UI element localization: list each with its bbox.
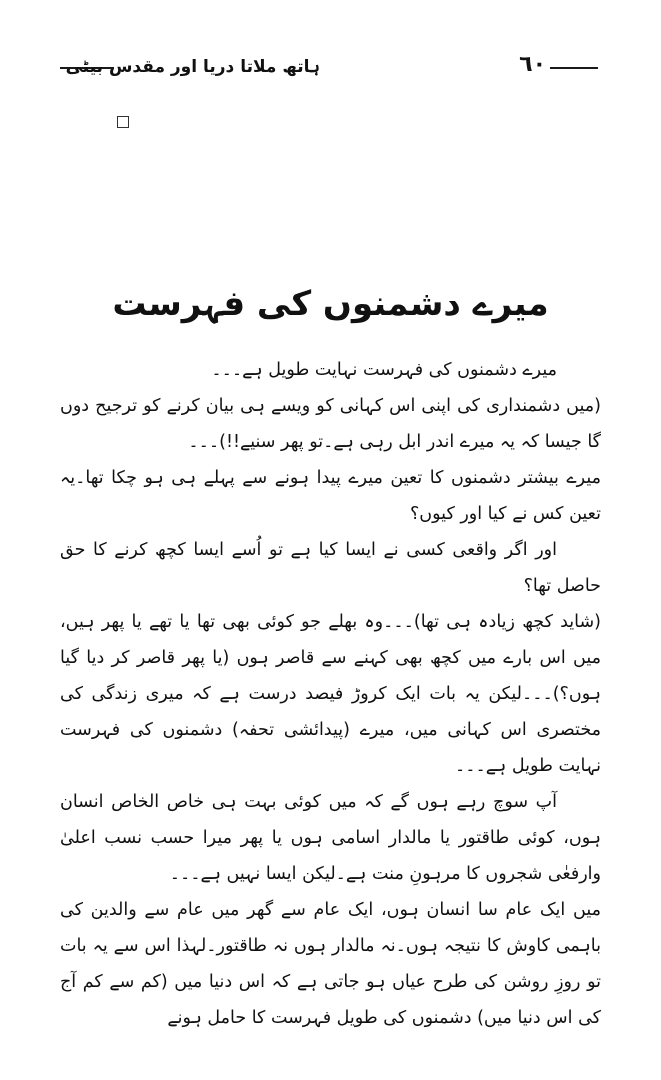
paragraph: (میں دشمنداری کی اپنی اس کہانی کو ویسے ہی بیان کرنے کو ترجیح دوں گا جیسا کہ یہ میرے اندر ابل رہی ہے۔تو پھر سنیے!!)۔۔۔ — [60, 396, 601, 452]
body-text — [60, 352, 601, 1028]
paragraph: اور اگر واقعی کسی نے ایسا کیا ہے تو اُسے ایسا کچھ کرنے کا حق حاصل تھا؟ — [60, 540, 601, 596]
page-number: ٦٠ — [519, 52, 546, 77]
chapter-title: میرے دشمنوں کی فہرست — [112, 284, 549, 324]
running-title: ہاتھ ملاتا دریا اور مقدس بیٹی — [65, 57, 320, 77]
header-rule-right — [550, 67, 598, 69]
checkbox-icon — [117, 116, 129, 128]
paragraph: آپ سوچ رہے ہوں گے کہ میں کوئی بہت ہی خاص الخاص انسان ہوں، کوئی طاقتور یا مالدار اسامی ہوں یا پھر میرا حسب نسب اعلیٰ وارفعٰی شجروں کا مرہونِ منت ہے۔لیکن ایسا نہیں ہے۔۔۔ — [60, 792, 601, 884]
paragraph: میرے بیشتر دشمنوں کا تعین میرے پیدا ہونے سے پہلے ہی ہو چکا تھا۔یہ تعین کس نے کیا اور کیوں؟ — [60, 468, 601, 524]
paragraph: میرے دشمنوں کی فہرست نہایت طویل ہے۔۔۔ — [211, 360, 557, 380]
paragraph: میں ایک عام سا انسان ہوں، ایک عام سے گھر میں عام سے والدین کی باہمی کاوش کا نتیجہ ہوں۔نہ مالدار ہوں نہ طاقتور۔لہذا اس سے یہ بات تو روزِ روشن کی طرح عیاں ہو جاتی ہے کہ اس دنیا میں (کم سے کم آج کی اس دنیا میں) دشمنوں کی طویل فہرست کا حامل ہونے — [60, 900, 601, 1028]
paragraph: (شاید کچھ زیادہ ہی تھا)۔۔۔وہ بھلے جو کوئی بھی تھا یا تھے یا پھر ہیں، میں اس بارے میں کچھ بھی کہنے سے قاصر ہوں (یا پھر قاصر کر دیا گیا ہوں؟)۔۔۔لیکن یہ بات ایک کروڑ فیصد درست ہے کہ میری زندگی کی مختصری اس کہانی میں، میرے (پیدائشی تحفہ) دشمنوں کی فہرست نہایت طویل ہے۔۔۔ — [60, 612, 601, 776]
